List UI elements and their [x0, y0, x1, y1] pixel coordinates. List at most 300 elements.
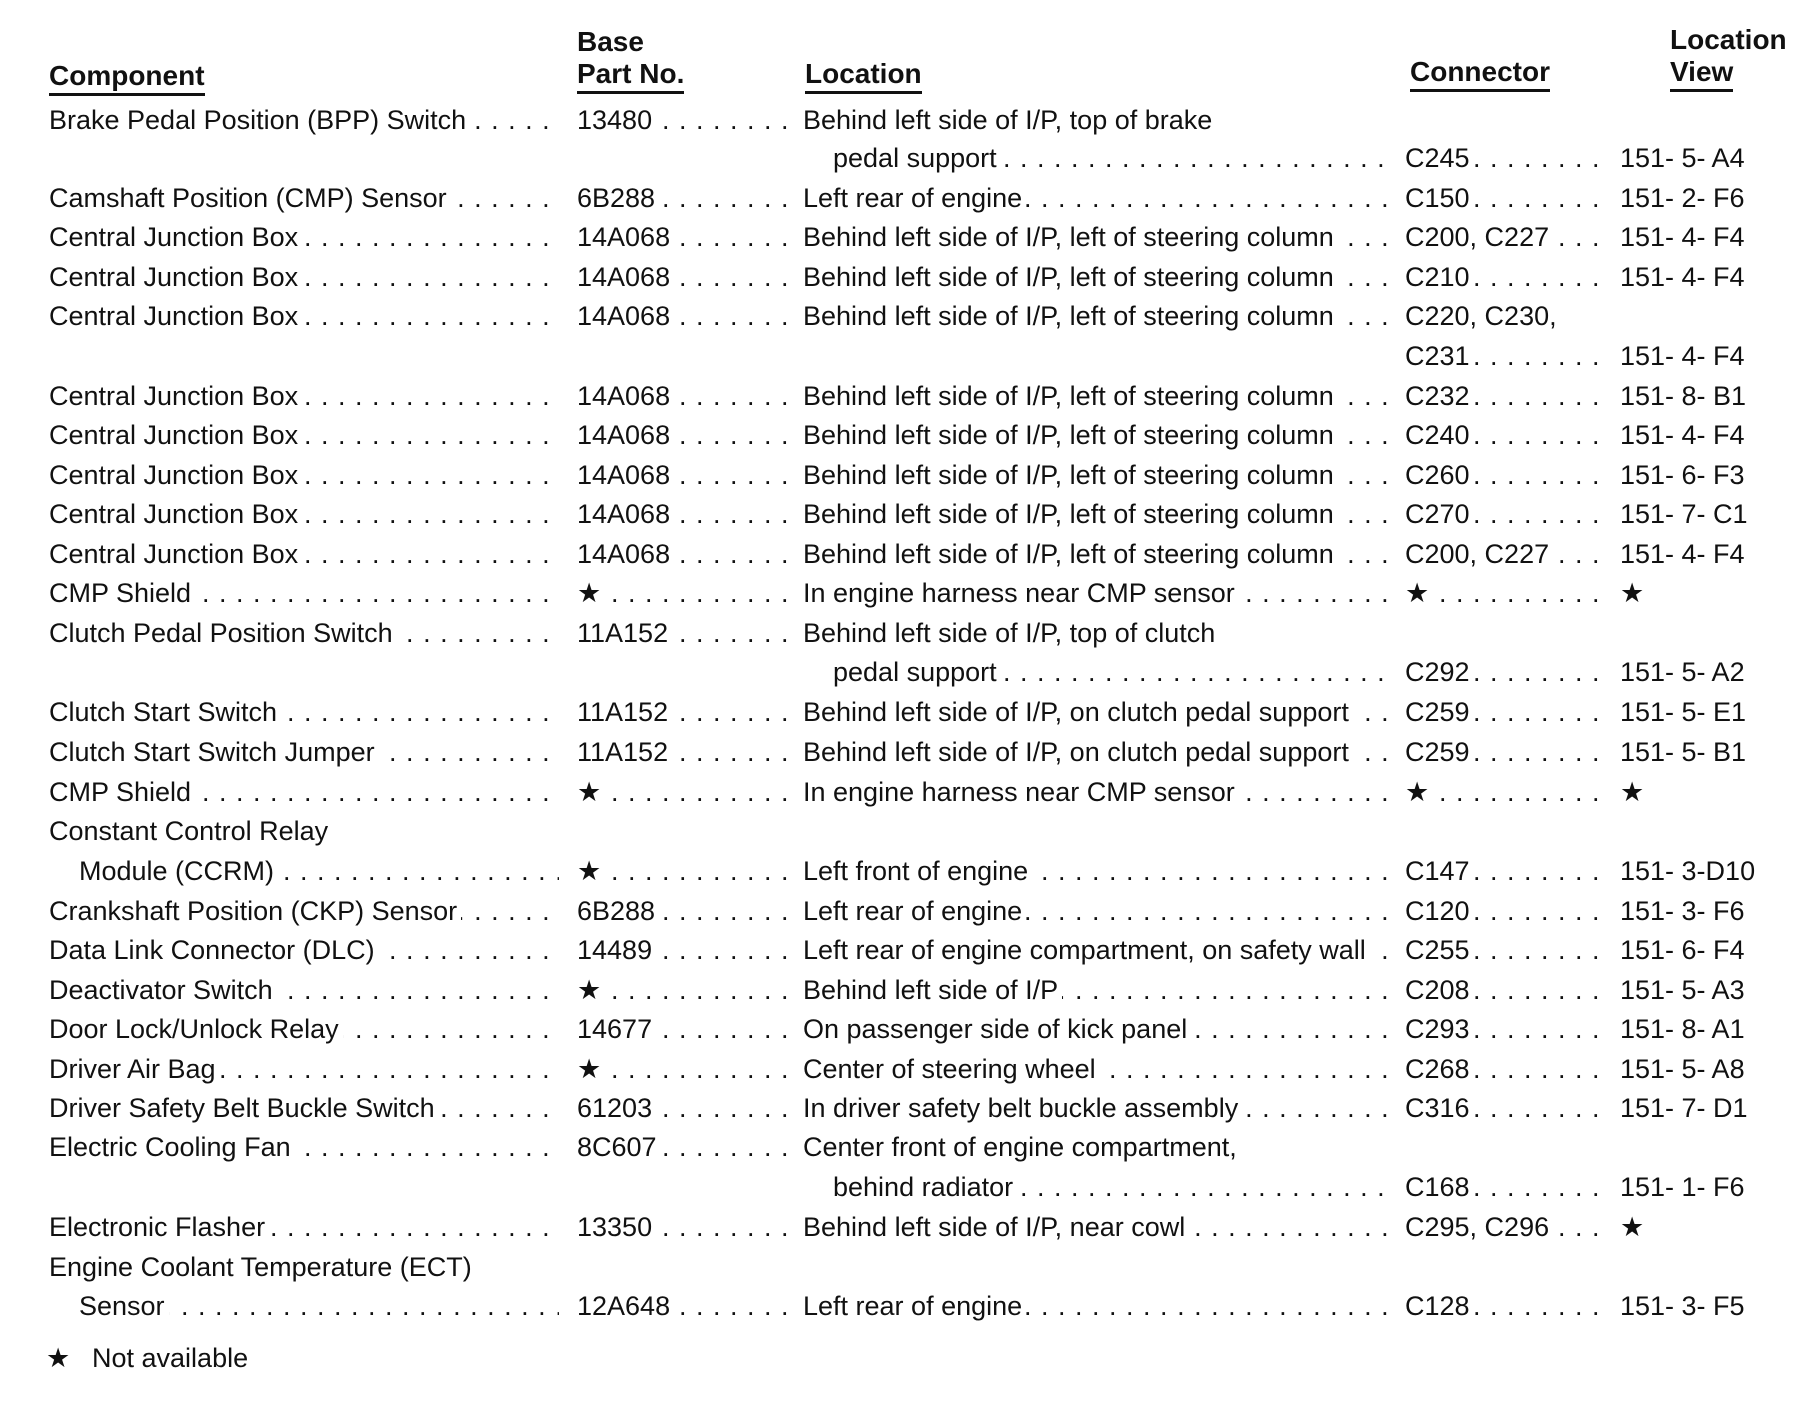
component-cell	[49, 415, 559, 455]
location-cell-text: In driver safety belt buckle assembly	[803, 1093, 1242, 1123]
location-cell	[833, 1167, 1393, 1207]
location-cell-text	[803, 341, 807, 371]
connector-cell	[1405, 851, 1605, 891]
connector-cell-text: C210	[1405, 262, 1474, 292]
location-cell	[803, 692, 1393, 732]
location-view-cell	[1620, 930, 1820, 970]
connector-cell-text	[1405, 1132, 1409, 1162]
location-cell-text: In engine harness near CMP sensor	[803, 578, 1239, 608]
connector-cell-text: C295, C296	[1405, 1212, 1553, 1242]
connector-cell-text: C259	[1405, 697, 1474, 727]
part-number-cell-text: 14A068	[577, 539, 674, 569]
part-number-cell	[577, 851, 792, 891]
location-cell-text: Behind left side of I/P, top of clutch	[803, 618, 1219, 648]
component-cell-text: Electric Cooling Fan	[49, 1132, 295, 1162]
location-cell-text: Behind left side of I/P, on clutch pedal support	[803, 737, 1353, 767]
table-row	[0, 1207, 1820, 1247]
connector-cell-text: C255	[1405, 935, 1474, 965]
component-cell	[49, 100, 559, 140]
part-number-cell	[577, 652, 792, 692]
component-cell	[49, 1167, 559, 1207]
location-view-cell	[1620, 1009, 1820, 1049]
connector-cell	[1405, 138, 1605, 178]
component-cell-text: Constant Control Relay	[49, 816, 332, 846]
location-view-cell	[1620, 732, 1820, 772]
part-number-cell	[577, 296, 792, 336]
component-cell-text: Central Junction Box	[49, 222, 302, 252]
location-view-cell-text: 151- 3- F6	[1620, 896, 1749, 926]
connector-cell-text: C260	[1405, 460, 1474, 490]
part-number-cell	[577, 100, 792, 140]
connector-cell	[1405, 692, 1605, 732]
part-number-cell-text: 13480	[577, 105, 656, 135]
connector-cell-text: C268	[1405, 1054, 1474, 1084]
component-cell-text	[49, 657, 53, 687]
location-cell	[833, 652, 1393, 692]
component-cell-text: Central Junction Box	[49, 499, 302, 529]
connector-cell-text	[1405, 1252, 1409, 1282]
part-number-cell-text	[577, 816, 581, 846]
location-cell-text: Behind left side of I/P	[803, 975, 1062, 1005]
connector-cell	[1405, 296, 1605, 336]
part-number-cell-text: 61203	[577, 1093, 656, 1123]
table-row	[0, 178, 1820, 218]
location-view-cell	[1620, 1286, 1820, 1326]
component-cell	[79, 851, 559, 891]
component-cell	[49, 1049, 559, 1089]
part-number-cell	[577, 1286, 792, 1326]
part-number-cell	[577, 970, 792, 1010]
header-location: Location	[805, 58, 922, 94]
location-cell	[803, 494, 1393, 534]
connector-cell	[1405, 930, 1605, 970]
component-cell	[49, 613, 559, 653]
table-row	[0, 891, 1820, 931]
component-cell-text: Central Junction Box	[49, 460, 302, 490]
connector-cell-text: C240	[1405, 420, 1474, 450]
location-view-cell	[1620, 494, 1820, 534]
connector-cell-text: C128	[1405, 1291, 1474, 1321]
table-row	[0, 811, 1820, 851]
location-cell	[803, 1286, 1393, 1326]
part-number-cell	[577, 376, 792, 416]
location-cell	[803, 257, 1393, 297]
connector-cell-text: C120	[1405, 896, 1474, 926]
part-number-cell	[577, 534, 792, 574]
connector-cell	[1405, 1167, 1605, 1207]
part-number-cell	[577, 1127, 792, 1167]
location-view-cell	[1620, 613, 1820, 653]
component-cell	[49, 930, 559, 970]
part-number-cell-text	[577, 341, 581, 371]
table-row	[0, 296, 1820, 336]
component-cell	[49, 891, 559, 931]
component-cell-text	[49, 341, 53, 371]
connector-cell	[1405, 891, 1605, 931]
component-cell-text: Sensor	[79, 1291, 169, 1321]
location-view-cell	[1620, 534, 1820, 574]
component-cell-text: Driver Safety Belt Buckle Switch	[49, 1093, 439, 1123]
location-cell	[803, 1207, 1393, 1247]
location-view-cell-text: 151- 6- F4	[1620, 935, 1749, 965]
location-view-cell-text: 151- 4- F4	[1620, 539, 1749, 569]
location-cell-text	[803, 1252, 807, 1282]
location-cell	[803, 772, 1393, 812]
footnote	[46, 1338, 248, 1378]
location-view-cell	[1620, 217, 1820, 257]
part-number-cell-text: 8C607	[577, 1132, 661, 1162]
location-view-cell-text: ★	[1620, 578, 1648, 608]
connector-cell	[1405, 1088, 1605, 1128]
location-view-cell-text	[1620, 301, 1624, 331]
part-number-cell	[577, 1088, 792, 1128]
location-view-cell-text: 151- 5- B1	[1620, 737, 1750, 767]
location-cell-text: pedal support	[833, 143, 1001, 173]
location-cell-text: Behind left side of I/P, left of steering column	[803, 381, 1338, 411]
table-row	[0, 217, 1820, 257]
location-cell-text: Left rear of engine	[803, 896, 1026, 926]
location-view-cell-text: 151- 7- C1	[1620, 499, 1752, 529]
table-row	[0, 930, 1820, 970]
location-view-cell	[1620, 692, 1820, 732]
component-cell	[49, 376, 559, 416]
component-cell	[49, 732, 559, 772]
part-number-cell	[577, 494, 792, 534]
location-view-cell	[1620, 1207, 1820, 1247]
part-number-cell	[577, 178, 792, 218]
part-number-cell	[577, 415, 792, 455]
part-number-cell-text: 14A068	[577, 420, 674, 450]
location-view-cell-text: 151- 4- F4	[1620, 222, 1749, 252]
table-row	[0, 1049, 1820, 1089]
header-connector: Connector	[1410, 56, 1550, 92]
part-number-cell-text: 13350	[577, 1212, 656, 1242]
location-view-cell	[1620, 1247, 1820, 1287]
component-cell	[49, 257, 559, 297]
table-row	[0, 336, 1820, 376]
connector-cell	[1405, 613, 1605, 653]
connector-cell	[1405, 970, 1605, 1010]
part-number-cell-text: 11A152	[577, 737, 672, 767]
component-cell	[49, 296, 559, 336]
connector-cell	[1405, 415, 1605, 455]
location-view-cell	[1620, 891, 1820, 931]
component-cell	[49, 652, 559, 692]
location-cell-text: Behind left side of I/P, left of steering column	[803, 420, 1338, 450]
part-number-cell-text: 14A068	[577, 381, 674, 411]
location-view-cell	[1620, 415, 1820, 455]
component-cell	[79, 1286, 559, 1326]
location-view-cell-text: 151- 3- F5	[1620, 1291, 1749, 1321]
location-cell	[803, 217, 1393, 257]
location-view-cell-text: 151- 3-D10	[1620, 856, 1759, 886]
part-number-cell	[577, 573, 792, 613]
location-cell	[803, 811, 1393, 851]
location-cell	[803, 296, 1393, 336]
location-view-cell-text: ★	[1620, 1212, 1648, 1242]
component-cell	[49, 1127, 559, 1167]
location-view-cell	[1620, 1167, 1820, 1207]
component-cell	[49, 970, 559, 1010]
connector-cell-text	[1405, 618, 1409, 648]
location-cell-text: Behind left side of I/P, left of steering column	[803, 222, 1338, 252]
component-cell	[49, 534, 559, 574]
location-view-cell	[1620, 652, 1820, 692]
location-cell	[803, 851, 1393, 891]
location-cell-text: On passenger side of kick panel	[803, 1014, 1191, 1044]
table-row	[0, 1167, 1820, 1207]
component-cell-text: Brake Pedal Position (BPP) Switch	[49, 105, 470, 135]
location-view-cell-text	[1620, 1252, 1624, 1282]
location-view-cell-text: 151- 1- F6	[1620, 1172, 1749, 1202]
location-cell-text: Center front of engine compartment,	[803, 1132, 1241, 1162]
part-number-cell-text: 14677	[577, 1014, 656, 1044]
connector-cell	[1405, 494, 1605, 534]
part-number-cell	[577, 1247, 792, 1287]
component-cell-text: Driver Air Bag	[49, 1054, 220, 1084]
connector-cell-text: C208	[1405, 975, 1474, 1005]
component-cell	[49, 1247, 559, 1287]
connector-cell	[1405, 652, 1605, 692]
connector-cell	[1405, 1009, 1605, 1049]
location-view-cell-text: 151- 7- D1	[1620, 1093, 1752, 1123]
part-number-cell	[577, 455, 792, 495]
connector-cell	[1405, 100, 1605, 140]
connector-cell	[1405, 534, 1605, 574]
component-cell	[49, 217, 559, 257]
component-cell-text: Camshaft Position (CMP) Sensor	[49, 183, 451, 213]
part-number-cell-text: ★	[577, 975, 605, 1005]
connector-cell-text: C259	[1405, 737, 1474, 767]
connector-cell-text: C232	[1405, 381, 1474, 411]
header-base-part: Base Part No.	[577, 26, 684, 94]
location-view-cell-text: 151- 4- F4	[1620, 341, 1749, 371]
location-view-cell-text: 151- 8- B1	[1620, 381, 1750, 411]
component-cell-text: Electronic Flasher	[49, 1212, 269, 1242]
location-view-cell-text: 151- 4- F4	[1620, 262, 1749, 292]
location-cell-text: Left rear of engine	[803, 1291, 1026, 1321]
table-row	[0, 1088, 1820, 1128]
location-cell-text	[803, 816, 807, 846]
location-view-cell-text: 151- 5- E1	[1620, 697, 1750, 727]
location-cell	[803, 100, 1393, 140]
location-view-cell-text: 151- 2- F6	[1620, 183, 1749, 213]
location-cell	[803, 455, 1393, 495]
part-number-cell	[577, 336, 792, 376]
component-cell-text: Central Junction Box	[49, 539, 302, 569]
location-cell-text: Left rear of engine compartment, on safety wall	[803, 935, 1370, 965]
component-cell-text: Data Link Connector (DLC)	[49, 935, 379, 965]
header-location-view: Location View	[1670, 24, 1787, 92]
location-cell-text: Behind left side of I/P, left of steering column	[803, 301, 1338, 331]
component-cell-text: Clutch Pedal Position Switch	[49, 618, 397, 648]
connector-cell	[1405, 217, 1605, 257]
location-cell	[803, 1009, 1393, 1049]
location-cell	[833, 138, 1393, 178]
connector-cell	[1405, 811, 1605, 851]
part-number-cell	[577, 257, 792, 297]
part-number-cell-text	[577, 657, 581, 687]
table-row	[0, 851, 1820, 891]
location-view-cell	[1620, 970, 1820, 1010]
table-row	[0, 573, 1820, 613]
connector-cell	[1405, 732, 1605, 772]
component-cell-text: Door Lock/Unlock Relay	[49, 1014, 343, 1044]
location-view-cell	[1620, 376, 1820, 416]
location-view-cell	[1620, 811, 1820, 851]
component-cell	[49, 1207, 559, 1247]
component-cell	[49, 455, 559, 495]
part-number-cell-text: 14A068	[577, 222, 674, 252]
location-view-cell-text	[1620, 105, 1624, 135]
location-cell	[803, 1247, 1393, 1287]
connector-cell	[1405, 1207, 1605, 1247]
part-number-cell	[577, 138, 792, 178]
table-row	[0, 1009, 1820, 1049]
part-number-cell	[577, 891, 792, 931]
location-cell-text: Behind left side of I/P, on clutch pedal support	[803, 697, 1353, 727]
part-number-cell-text	[577, 1172, 581, 1202]
location-view-cell-text: 151- 6- F3	[1620, 460, 1749, 490]
part-number-cell-text: 11A152	[577, 618, 672, 648]
component-cell	[49, 692, 559, 732]
table-row	[0, 376, 1820, 416]
connector-cell-text: C270	[1405, 499, 1474, 529]
part-number-cell	[577, 732, 792, 772]
component-cell	[49, 1088, 559, 1128]
part-number-cell	[577, 217, 792, 257]
connector-cell	[1405, 336, 1605, 376]
table-row	[0, 494, 1820, 534]
component-cell-text: Crankshaft Position (CKP) Sensor	[49, 896, 461, 926]
location-cell	[803, 336, 1393, 376]
location-view-cell-text: 151- 5- A8	[1620, 1054, 1749, 1084]
component-cell-text	[49, 1172, 53, 1202]
table-row	[0, 100, 1820, 140]
location-cell-text: Behind left side of I/P, left of steering column	[803, 262, 1338, 292]
table-row	[0, 1127, 1820, 1167]
connector-cell	[1405, 178, 1605, 218]
connector-cell-text: C147	[1405, 856, 1474, 886]
location-view-cell-text: 151- 4- F4	[1620, 420, 1749, 450]
part-number-cell-text	[577, 143, 581, 173]
connector-cell-text: C292	[1405, 657, 1474, 687]
table-row	[0, 534, 1820, 574]
location-cell-text: Center of steering wheel	[803, 1054, 1100, 1084]
location-view-cell	[1620, 851, 1820, 891]
table-row	[0, 257, 1820, 297]
location-cell-text: pedal support	[833, 657, 1001, 687]
location-cell-text: Behind left side of I/P, near cowl	[803, 1212, 1189, 1242]
location-view-cell	[1620, 138, 1820, 178]
location-cell	[803, 178, 1393, 218]
connector-cell-text	[1405, 105, 1409, 135]
part-number-cell-text: ★	[577, 856, 605, 886]
location-view-cell-text: 151- 5- A4	[1620, 143, 1749, 173]
connector-cell	[1405, 1286, 1605, 1326]
table-row	[0, 652, 1820, 692]
header-component: Component	[49, 60, 205, 96]
connector-cell	[1405, 455, 1605, 495]
table-row	[0, 138, 1820, 178]
location-view-cell	[1620, 336, 1820, 376]
part-number-cell-text: 6B288	[577, 896, 659, 926]
part-number-cell	[577, 1167, 792, 1207]
component-cell	[49, 336, 559, 376]
part-number-cell	[577, 930, 792, 970]
part-number-cell-text: ★	[577, 1054, 605, 1084]
location-cell	[803, 534, 1393, 574]
connector-cell-text: ★	[1405, 578, 1433, 608]
part-number-cell-text: ★	[577, 578, 605, 608]
component-cell	[49, 138, 559, 178]
location-view-cell-text: ★	[1620, 777, 1648, 807]
component-cell-text: Engine Coolant Temperature (ECT)	[49, 1252, 476, 1282]
location-view-cell	[1620, 296, 1820, 336]
table-row	[0, 455, 1820, 495]
connector-cell-text: ★	[1405, 777, 1433, 807]
location-view-cell	[1620, 573, 1820, 613]
table-row	[0, 772, 1820, 812]
table-row	[0, 415, 1820, 455]
location-cell-text: In engine harness near CMP sensor	[803, 777, 1239, 807]
location-cell-text: Behind left side of I/P, left of steering column	[803, 499, 1338, 529]
location-cell	[803, 376, 1393, 416]
connector-cell-text: C220, C230,	[1405, 301, 1561, 331]
location-cell	[803, 970, 1393, 1010]
connector-cell	[1405, 1127, 1605, 1167]
table-row	[0, 1286, 1820, 1326]
part-number-cell-text: 14A068	[577, 262, 674, 292]
component-cell-text: Clutch Start Switch	[49, 697, 281, 727]
location-view-cell-text: 151- 8- A1	[1620, 1014, 1749, 1044]
table-row	[0, 732, 1820, 772]
connector-cell-text	[1405, 816, 1409, 846]
location-cell-text: Left rear of engine	[803, 183, 1026, 213]
part-number-cell-text: 14A068	[577, 499, 674, 529]
location-view-cell	[1620, 1049, 1820, 1089]
part-number-cell-text: 14489	[577, 935, 656, 965]
part-number-cell-text: 12A648	[577, 1291, 674, 1321]
component-cell-text: Deactivator Switch	[49, 975, 277, 1005]
location-cell-text: behind radiator	[833, 1172, 1017, 1202]
connector-cell-text: C245	[1405, 143, 1474, 173]
connector-cell-text: C316	[1405, 1093, 1474, 1123]
component-cell-text: Clutch Start Switch Jumper	[49, 737, 379, 767]
component-cell-text: Central Junction Box	[49, 381, 302, 411]
part-number-cell	[577, 1009, 792, 1049]
connector-cell	[1405, 1049, 1605, 1089]
component-cell-text: Central Junction Box	[49, 262, 302, 292]
connector-cell-text: C200, C227	[1405, 539, 1553, 569]
connector-cell-text: C293	[1405, 1014, 1474, 1044]
location-cell	[803, 573, 1393, 613]
connector-cell	[1405, 376, 1605, 416]
location-cell-text: Behind left side of I/P, left of steering column	[803, 460, 1338, 490]
location-view-cell	[1620, 455, 1820, 495]
table-row	[0, 692, 1820, 732]
part-number-cell-text: 14A068	[577, 460, 674, 490]
part-number-cell-text: ★	[577, 777, 605, 807]
location-cell	[803, 930, 1393, 970]
location-view-cell	[1620, 178, 1820, 218]
location-cell	[803, 1088, 1393, 1128]
connector-cell	[1405, 1247, 1605, 1287]
connector-cell	[1405, 772, 1605, 812]
table-row	[0, 613, 1820, 653]
location-cell-text: Behind left side of I/P, left of steering column	[803, 539, 1338, 569]
connector-cell	[1405, 257, 1605, 297]
